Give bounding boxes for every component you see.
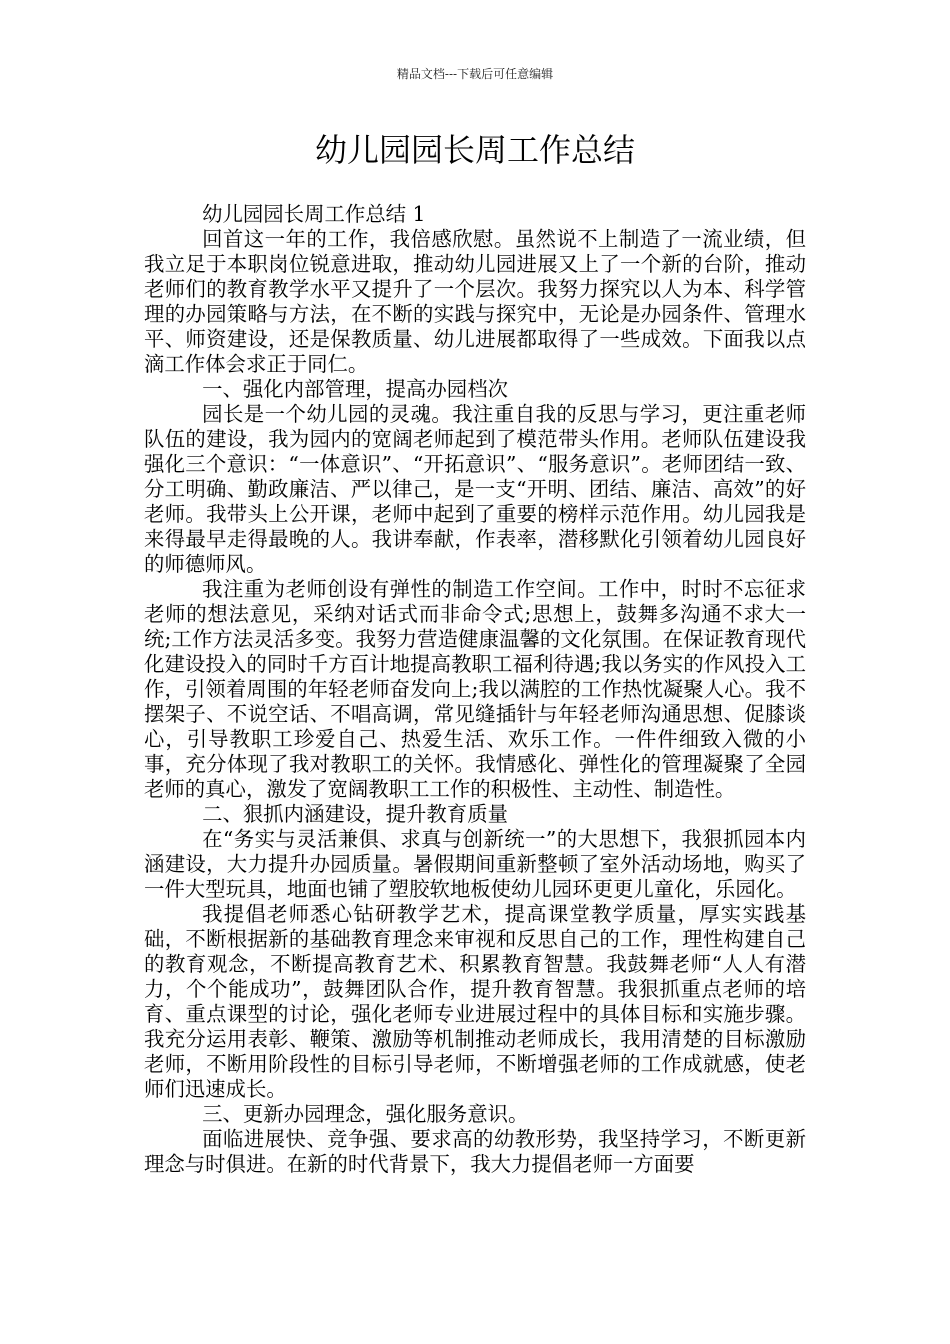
document-body bbox=[144, 202, 806, 1177]
body-paragraph: 我提倡老师悉心钻研教学艺术，提高课堂教学质量，厚实实践基础，不断根据新的基础教育理念来审视和反思自己的工作，理性构建自己的教育观念，不断提高教育艺术、积累教育智慧。我鼓舞老师“人人有潜力，个个能成功”，鼓舞团队合作，提升教育智慧。我狠抓重点老师的培育、重点课型的讨论，强化老师专业进展过程中的具体目标和实施步骤。我充分运用表彰、鞭策、激励等机制推动老师成长，我用清楚的目标激励老师，不断用阶段性的目标引导老师，不断增强老师的工作成就感，使老师们迅速成长。 bbox=[144, 902, 806, 1101]
body-paragraph: 在“务实与灵活兼俱、求真与创新统一”的大思想下，我狠抓园本内涵建设，大力提升办园质量。暑假期间重新整顿了室外活动场地，购买了一件大型玩具，地面也铺了塑胶软地板使幼儿园环更更儿童化，乐园化。 bbox=[144, 827, 806, 901]
body-paragraph: 园长是一个幼儿园的灵魂。我注重自我的反思与学习，更注重老师队伍的建设，我为园内的宽阔老师起到了模范带头作用。老师队伍建设我强化三个意识：“一体意识”、“开拓意识”、“服务意识”。老师团结一致、分工明确、勤政廉洁、严以律己，是一支“开明、团结、廉洁、高效”的好老师。我带头上公开课，老师中起到了重要的榜样示范作用。幼儿园我是来得最早走得最晚的人。我讲奉献，作表率，潜移默化引领着幼儿园良好的师德师风。 bbox=[144, 402, 806, 576]
section-heading: 一、强化内部管理，提高办园档次 bbox=[202, 377, 508, 401]
body-paragraph: 回首这一年的工作，我倍感欣慰。虽然说不上制造了一流业绩，但我立足于本职岗位锐意进取，推动幼儿园进展又上了一个新的台阶，推动老师们的教育教学水平又提升了一个层次。我努力探究以人为本、科学管理的办园策略与方法，在不断的实践与探究中，无论是办园条件、管理水平、师资建设，还是保教质量、幼儿进展都取得了一些成效。下面我以点滴工作体会求正于同仁。 bbox=[144, 227, 806, 376]
header-watermark: 精品文档---下载后可任意编辑 bbox=[396, 67, 554, 81]
section-heading: 二、狠抓内涵建设，提升教育质量 bbox=[202, 802, 508, 826]
body-paragraph: 我注重为老师创设有弹性的制造工作空间。工作中，时时不忘征求老师的想法意见，采纳对话式而非命令式;思想上，鼓舞多沟通不求大一统;工作方法灵活多变。我努力营造健康温馨的文化氛围。在保证教育现代化建设投入的同时千方百计地提高教职工福利待遇;我以务实的作风投入工作，引领着周围的年轻老师奋发向上;我以满腔的工作热忱凝聚人心。我不摆架子、不说空话、不唱高调，常见缝插针与年轻老师沟通思想、促膝谈心，引导教职工珍爱自己、热爱生活、欢乐工作。一件件细致入微的小事，充分体现了我对教职工的关怀。我情感化、弹性化的管理凝聚了全园老师的真心，激发了宽阔教职工工作的积极性、主动性、制造性。 bbox=[144, 577, 806, 801]
body-paragraph: 面临进展快、竞争强、要求高的幼教形势，我坚持学习，不断更新理念与时俱进。在新的时代背景下，我大力提倡老师一方面要 bbox=[144, 1127, 806, 1176]
section-heading: 三、更新办园理念，强化服务意识。 bbox=[202, 1102, 529, 1126]
section-heading: 幼儿园园长周工作总结 1 bbox=[202, 202, 426, 226]
document-title: 幼儿园园长周工作总结 bbox=[314, 131, 635, 169]
